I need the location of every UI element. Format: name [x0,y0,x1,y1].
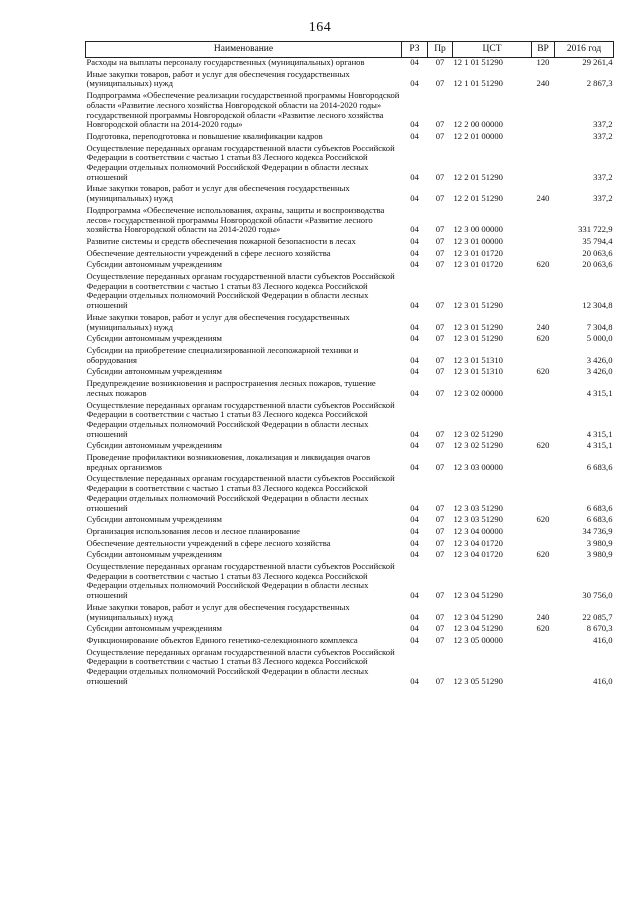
row-rz: 04 [410,428,419,439]
row-pr: 07 [435,537,445,548]
row-name: Расходы на выплаты персоналу государственных (муниципальных) органов [86,57,365,67]
row-rz: 04 [410,440,419,451]
row-sum: 30 756,0 [582,590,613,601]
row-vr [532,527,555,539]
row-rz: 04 [410,514,419,525]
row-pr: 07 [435,193,445,204]
row-name: Иные закупки товаров, работ и услуг для обеспечения государственных (муниципальных) нужд [86,601,350,622]
row-sum: 4 315,1 [586,428,613,439]
row-vr [532,562,555,603]
row-name: Субсидии автономным учреждениям [86,514,222,525]
row-rz: 04 [410,549,419,560]
row-sum: 20 063,6 [582,247,613,258]
row-pr: 07 [435,623,445,634]
budget-table [85,41,614,688]
row-name: Развитие системы и средств обеспечения пожарной безопасности в лесах [86,235,356,246]
row-name: Обеспечение деятельности учреждений в сфере лесного хозяйства [86,537,331,548]
row-rz: 04 [410,321,419,332]
row-rz: 04 [410,130,419,141]
table-row [86,313,614,334]
row-name: Подготовка, переподготовка и повышение квалификации кадров [86,130,323,141]
row-vr [532,346,555,367]
row-sum: 4 315,1 [586,387,613,398]
row-rz: 04 [410,193,419,204]
row-name: Иные закупки товаров, работ и услуг для обеспечения государственных (муниципальных) нужд [86,311,350,332]
row-vr [532,648,555,689]
row-pr: 07 [435,428,445,439]
row-sum: 22 085,7 [582,611,613,622]
row-rz: 04 [410,387,419,398]
row-cst: 12 3 01 51290 [453,300,503,311]
row-sum: 3 426,0 [586,366,613,377]
row-pr: 07 [435,259,445,270]
row-cst: 12 3 04 01720 [453,549,503,560]
header-rz: РЗ [402,42,428,58]
row-sum: 337,2 [593,171,613,182]
row-sum: 3 426,0 [586,354,613,365]
row-name: Подпрограмма «Обеспечение реализации государственной программы Новгородской области «Развитие лесного хозяйства Новгородской области на 2014-2020 годы» государственной программы Новгородской области «Развитие лесного хозяйства Новгородской области на 2014-2020 годы» [86,90,400,130]
row-pr: 07 [435,321,445,332]
row-vr [532,237,555,249]
row-vr: 240 [536,193,550,204]
row-cst: 12 3 04 51290 [453,590,503,601]
row-cst: 12 2 01 00000 [453,130,503,141]
row-vr: 620 [536,333,550,344]
row-cst: 12 3 05 51290 [453,675,503,686]
row-name: Субсидии автономным учреждениям [86,623,222,634]
row-vr [532,206,555,237]
row-pr: 07 [435,130,445,141]
row-cst: 12 3 04 51290 [453,611,503,622]
row-vr: 620 [536,440,550,451]
row-name: Осуществление переданных органам государственной власти субъектов Российской Федерации в соответствии с частью 1 статьи 83 Лесного кодекса Российской Федерации отдельных полномочий Российской Федерации в области лесных отношений [86,271,395,311]
row-name: Субсидии автономным учреждениям [86,549,222,560]
header-year: 2016 год [555,42,614,58]
row-pr: 07 [435,57,445,67]
row-name: Осуществление переданных органам государственной власти субъектов Российской Федерации в соответствии с частью 1 статьи 83 Лесного кодекса Российской Федерации отдельных полномочий Российской Федерации в области лесных отношений [86,561,395,601]
header-pr: Пр [428,42,453,58]
row-name: Иные закупки товаров, работ и услуг для обеспечения государственных (муниципальных) нужд [86,183,350,204]
page-number: 164 [308,20,332,35]
row-rz: 04 [410,590,419,601]
row-pr: 07 [435,387,445,398]
row-pr: 07 [435,119,445,130]
row-vr [532,453,555,474]
row-name: Субсидии автономным учреждениям [86,366,222,377]
table-row [86,70,614,91]
row-rz: 04 [410,525,419,536]
row-sum: 416,0 [593,675,613,686]
row-vr: 620 [536,366,550,377]
row-name: Организация использования лесов и лесное планирование [86,525,300,536]
table-header-row [86,42,614,58]
row-sum: 337,2 [593,119,613,130]
row-vr [532,636,555,648]
row-rz: 04 [410,611,419,622]
row-name: Предупреждение возникновения и распространения лесных пожаров, тушение лесных пожаров [86,378,376,398]
table-row [86,346,614,367]
row-rz: 04 [410,675,419,686]
row-sum: 12 304,8 [582,300,613,311]
table-row [86,453,614,474]
table-row [86,636,614,648]
row-name: Субсидии на приобретение специализированной лесопожарной техники и оборудования [86,344,359,365]
row-name: Субсидии автономным учреждениям [86,440,222,451]
row-pr: 07 [435,235,445,246]
row-cst: 12 3 02 00000 [453,387,503,398]
row-name: Обеспечение деятельности учреждений в сфере лесного хозяйства [86,247,331,258]
row-name: Проведение профилактики возникновения, локализация и ликвидация очагов вредных организмов [86,452,371,472]
row-sum: 331 722,9 [578,224,613,235]
row-sum: 20 063,6 [582,259,613,270]
row-rz: 04 [410,634,419,645]
row-pr: 07 [435,247,445,258]
row-pr: 07 [435,634,445,645]
row-sum: 4 315,1 [586,440,613,451]
row-cst: 12 3 03 51290 [453,514,503,525]
row-rz: 04 [410,78,419,89]
table-row [86,562,614,603]
table-row [86,206,614,237]
row-cst: 12 1 01 51290 [453,57,503,67]
row-rz: 04 [410,224,419,235]
row-vr: 120 [536,57,550,67]
row-rz: 04 [410,333,419,344]
row-vr: 620 [536,514,550,525]
row-rz: 04 [410,461,419,472]
row-name: Осуществление переданных органам государственной власти субъектов Российской Федерации в соответствии с частью 1 статьи 83 Лесного кодекса Российской Федерации отдельных полномочий Российской Федерации в области лесных отношений [86,399,395,439]
row-vr [532,144,555,185]
row-name: Осуществление переданных органам государственной власти субъектов Российской Федерации в соответствии с частью 1 статьи 83 Лесного кодекса Российской Федерации отдельных полномочий Российской Федерации в области лесных отношений [86,473,395,513]
row-cst: 12 3 01 51290 [453,333,503,344]
row-rz: 04 [410,247,419,258]
row-vr: 240 [536,611,550,622]
row-pr: 07 [435,224,445,235]
row-rz: 04 [410,623,419,634]
row-cst: 12 3 03 00000 [453,461,503,472]
row-pr: 07 [435,171,445,182]
row-name: Функционирование объектов Единого генетико-селекционного комплекса [86,634,358,645]
row-name: Субсидии автономным учреждениям [86,333,222,344]
row-cst: 12 2 00 00000 [453,119,503,130]
row-rz: 04 [410,537,419,548]
row-rz: 04 [410,171,419,182]
row-pr: 07 [435,590,445,601]
row-sum: 337,2 [593,130,613,141]
table-row [86,401,614,442]
row-cst: 12 2 01 51290 [453,193,503,204]
row-name: Иные закупки товаров, работ и услуг для обеспечения государственных (муниципальных) нужд [86,68,350,89]
row-name: Осуществление переданных органам государственной власти субъектов Российской Федерации в соответствии с частью 1 статьи 83 Лесного кодекса Российской Федерации отдельных полномочий Российской Федерации в области лесных отношений [86,142,395,182]
table-row [86,474,614,515]
row-name: Субсидии автономным учреждениям [86,259,222,270]
row-vr [532,379,555,400]
row-pr: 07 [435,333,445,344]
row-cst: 12 3 04 00000 [453,525,503,536]
row-pr: 07 [435,461,445,472]
row-sum: 337,2 [593,193,613,204]
row-vr: 240 [536,78,550,89]
table-row [86,237,614,249]
row-sum: 5 000,0 [586,333,613,344]
row-pr: 07 [435,514,445,525]
row-rz: 04 [410,300,419,311]
row-vr [532,91,555,132]
table-row [86,144,614,185]
table-row [86,58,614,70]
row-cst: 12 3 02 51290 [453,440,503,451]
row-sum: 6 683,6 [586,514,613,525]
table-row [86,272,614,313]
row-sum: 29 261,4 [582,57,613,67]
row-sum: 35 794,4 [582,235,613,246]
row-pr: 07 [435,611,445,622]
row-cst: 12 3 02 51290 [453,428,503,439]
row-pr: 07 [435,549,445,560]
table-row [86,91,614,132]
row-vr: 620 [536,623,550,634]
row-cst: 12 1 01 51290 [453,78,503,89]
header-cst: ЦСТ [453,42,532,58]
row-sum: 8 670,3 [586,623,613,634]
row-sum: 6 683,6 [586,461,613,472]
row-cst: 12 2 01 51290 [453,171,503,182]
row-rz: 04 [410,235,419,246]
table-row [86,527,614,539]
row-cst: 12 3 04 51290 [453,623,503,634]
row-sum: 7 304,8 [586,321,613,332]
row-cst: 12 3 01 01720 [453,259,503,270]
row-cst: 12 3 03 51290 [453,502,503,513]
row-rz: 04 [410,366,419,377]
header-name: Наименование [86,42,402,58]
row-vr: 620 [536,549,550,560]
row-pr: 07 [435,78,445,89]
row-vr: 240 [536,321,550,332]
row-pr: 07 [435,300,445,311]
row-vr [532,272,555,313]
row-vr [532,401,555,442]
row-rz: 04 [410,57,419,67]
row-pr: 07 [435,525,445,536]
row-sum: 416,0 [593,634,613,645]
row-cst: 12 3 01 00000 [453,235,503,246]
table-row [86,379,614,400]
row-sum: 34 736,9 [582,525,613,536]
row-rz: 04 [410,119,419,130]
row-pr: 07 [435,502,445,513]
row-sum: 3 980,9 [586,549,613,560]
row-name: Подпрограмма «Обеспечение использования, охраны, защиты и воспроизводства лесов» государственной программы Новгородской области «Развитие лесного хозяйства Новгородской области на 2014-2020 годы» [86,204,385,235]
row-rz: 04 [410,502,419,513]
row-cst: 12 3 01 01720 [453,247,503,258]
row-pr: 07 [435,366,445,377]
row-rz: 04 [410,259,419,270]
header-vr: ВР [532,42,555,58]
table-row [86,648,614,689]
row-sum: 2 867,3 [586,78,613,89]
row-sum: 3 980,9 [586,537,613,548]
row-pr: 07 [435,354,445,365]
row-cst: 12 3 00 00000 [453,224,503,235]
table-row [86,132,614,144]
row-pr: 07 [435,440,445,451]
table-row [86,184,614,205]
row-cst: 12 3 01 51310 [453,366,503,377]
row-cst: 12 3 05 00000 [453,634,503,645]
row-rz: 04 [410,354,419,365]
row-vr [532,132,555,144]
row-sum: 6 683,6 [586,502,613,513]
row-cst: 12 3 01 51310 [453,354,503,365]
row-name: Осуществление переданных органам государственной власти субъектов Российской Федерации в соответствии с частью 1 статьи 83 Лесного кодекса Российской Федерации отдельных полномочий Российской Федерации в области лесных отношений [86,646,395,686]
row-vr [532,474,555,515]
row-cst: 12 3 04 01720 [453,537,503,548]
row-pr: 07 [435,675,445,686]
row-vr: 620 [536,259,550,270]
row-cst: 12 3 01 51290 [453,321,503,332]
table-row [86,603,614,624]
